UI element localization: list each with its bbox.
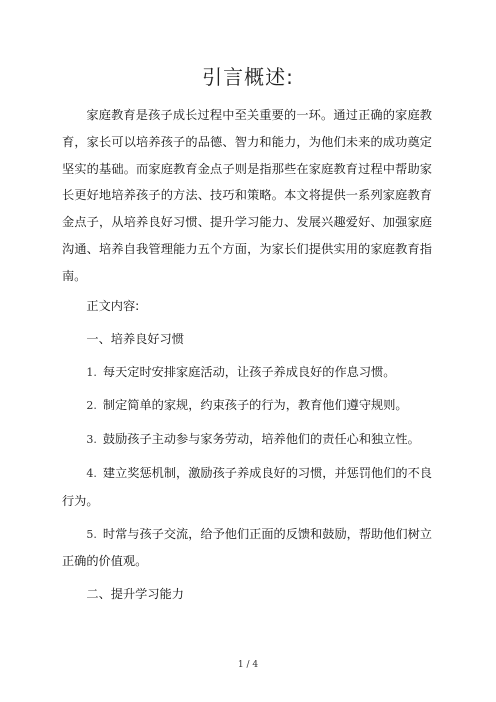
page-number: 1 / 4 [237,660,259,670]
list-item [62,518,432,579]
intro-paragraph: 家庭教育是孩子成长过程中至关重要的一环。通过正确的家庭教育，家长可以培养孩子的品德、智力和能力，为他们未来的成功奠定坚实的基础。而家庭教育金点子则是指那些在家庭教育过程中帮助家长更好地培养孩子的方法、技巧和策略。本文将提供一系列家庭教育金点子，从培养良好习惯、提升学习能力、发展兴趣爱好、加强家庭沟通、培养自我管理能力五个方面，为家长们提供实用的家庭教育指南。 [62,108,432,283]
body-label: 正文内容: [86,298,140,313]
section-heading-1: 一、培养良好习惯 [86,331,184,346]
list-item-number: 2. [86,399,97,413]
list-item-number: 5. [86,527,97,541]
list-item [62,356,432,390]
list-item-text: 建立奖惩机制，激励孩子养成良好的习惯，并惩罚他们的不良行为。 [62,465,432,508]
list-item-number: 1. [86,365,97,379]
list-item-text: 鼓励孩子主动参与家务劳动，培养他们的责任心和独立性。 [102,432,420,447]
list-item [62,389,432,423]
list-item [62,457,432,518]
list-item-number: 3. [86,433,97,447]
list-item [62,423,432,457]
list-item-text: 制定简单的家规，约束孩子的行为，教育他们遵守规则。 [102,398,408,413]
list-item-number: 4. [86,466,97,480]
document-title: 引言概述: [202,65,294,89]
document-body [62,102,432,611]
list-item-text: 时常与孩子交流，给予他们正面的反馈和鼓励，帮助他们树立正确的价值观。 [62,526,432,569]
section-heading-2: 二、提升学习能力 [86,587,184,602]
list-item-text: 每天定时安排家庭活动，让孩子养成良好的作息习惯。 [102,364,396,379]
